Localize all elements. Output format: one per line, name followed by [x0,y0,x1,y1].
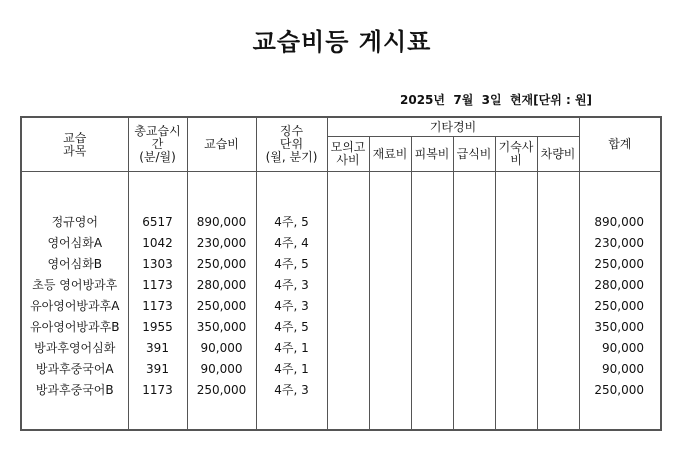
page-title: 교습비등 게시표 [252,28,432,56]
total-cell: 230,000 [594,236,645,250]
hours-cell: 1042 [142,236,173,250]
unit-cell: 4주, 3 [274,299,309,313]
subject-cell: 방과후중국어A [35,362,114,376]
hours-cell: 1173 [142,278,173,292]
unit-cell: 4주, 5 [274,320,309,334]
unit-cell: 4주, 5 [274,257,309,271]
hours-cell: 391 [146,341,169,355]
total-cell: 890,000 [594,215,645,229]
header-mock-exam: 모의고 사비 [327,137,369,172]
fee-cell: 250,000 [196,257,247,271]
mock-exam-column [327,172,369,431]
total-cell: 280,000 [594,278,645,292]
unit-cell: 4주, 1 [274,341,309,355]
fee-cell: 350,000 [196,320,247,334]
total-cell: 90,000 [602,341,645,355]
unit-column [256,172,327,431]
header-vehicle: 차량비 [537,137,579,172]
subject-column [21,172,128,431]
unit-cell: 4주, 3 [274,278,309,292]
header-hours: 총교습시 간 (분/월) [128,117,187,172]
total-cell: 250,000 [594,383,645,397]
fee-cell: 90,000 [200,362,243,376]
header-subject: 교습 과목 [21,117,128,172]
subject-cell: 정규영어 [51,215,98,229]
total-cell: 250,000 [594,299,645,313]
hours-cell: 391 [146,362,169,376]
subject-cell: 영어심화A [47,236,103,250]
unit-cell: 4주, 5 [274,215,309,229]
fee-cell: 280,000 [196,278,247,292]
fee-cell: 90,000 [200,341,243,355]
subject-cell: 유아영어방과후B [30,320,120,334]
total-cell: 350,000 [594,320,645,334]
header-fee: 교습비 [187,117,256,172]
fee-cell: 250,000 [196,299,247,313]
vehicle-column [537,172,579,431]
unit-cell: 4주, 4 [274,236,309,250]
date-unit-line: 2025년 7월 3일 현재[단위 : 원] [400,93,593,107]
hours-cell: 6517 [142,215,173,229]
fee-cell: 890,000 [196,215,247,229]
hours-cell: 1173 [142,383,173,397]
header-uniform: 피복비 [411,137,453,172]
total-cell: 250,000 [594,257,645,271]
fee-cell: 230,000 [196,236,247,250]
fee-cell: 250,000 [196,383,247,397]
fee-table [20,116,662,431]
meals-column [453,172,495,431]
header-dormitory: 기숙사 비 [495,137,537,172]
subject-cell: 방과후영어심화 [34,341,116,355]
subject-cell: 방과후중국어B [35,383,114,397]
header-total: 합계 [579,117,661,172]
subject-cell: 유아영어방과후A [30,299,120,313]
dormitory-column [495,172,537,431]
hours-column [128,172,187,431]
subject-cell: 영어심화B [47,257,103,271]
materials-column [369,172,411,431]
header-materials: 재료비 [369,137,411,172]
total-column [579,172,661,431]
uniform-column [411,172,453,431]
header-meals: 급식비 [453,137,495,172]
total-cell: 90,000 [602,362,645,376]
hours-cell: 1173 [142,299,173,313]
header-other-expenses: 기타경비 [327,117,579,137]
hours-cell: 1303 [142,257,173,271]
fee-column [187,172,256,431]
unit-cell: 4주, 3 [274,383,309,397]
header-unit: 징수 단위 (월, 분기) [256,117,327,172]
unit-cell: 4주, 1 [274,362,309,376]
hours-cell: 1955 [142,320,173,334]
subject-cell: 초등 영어방과후 [32,278,118,292]
